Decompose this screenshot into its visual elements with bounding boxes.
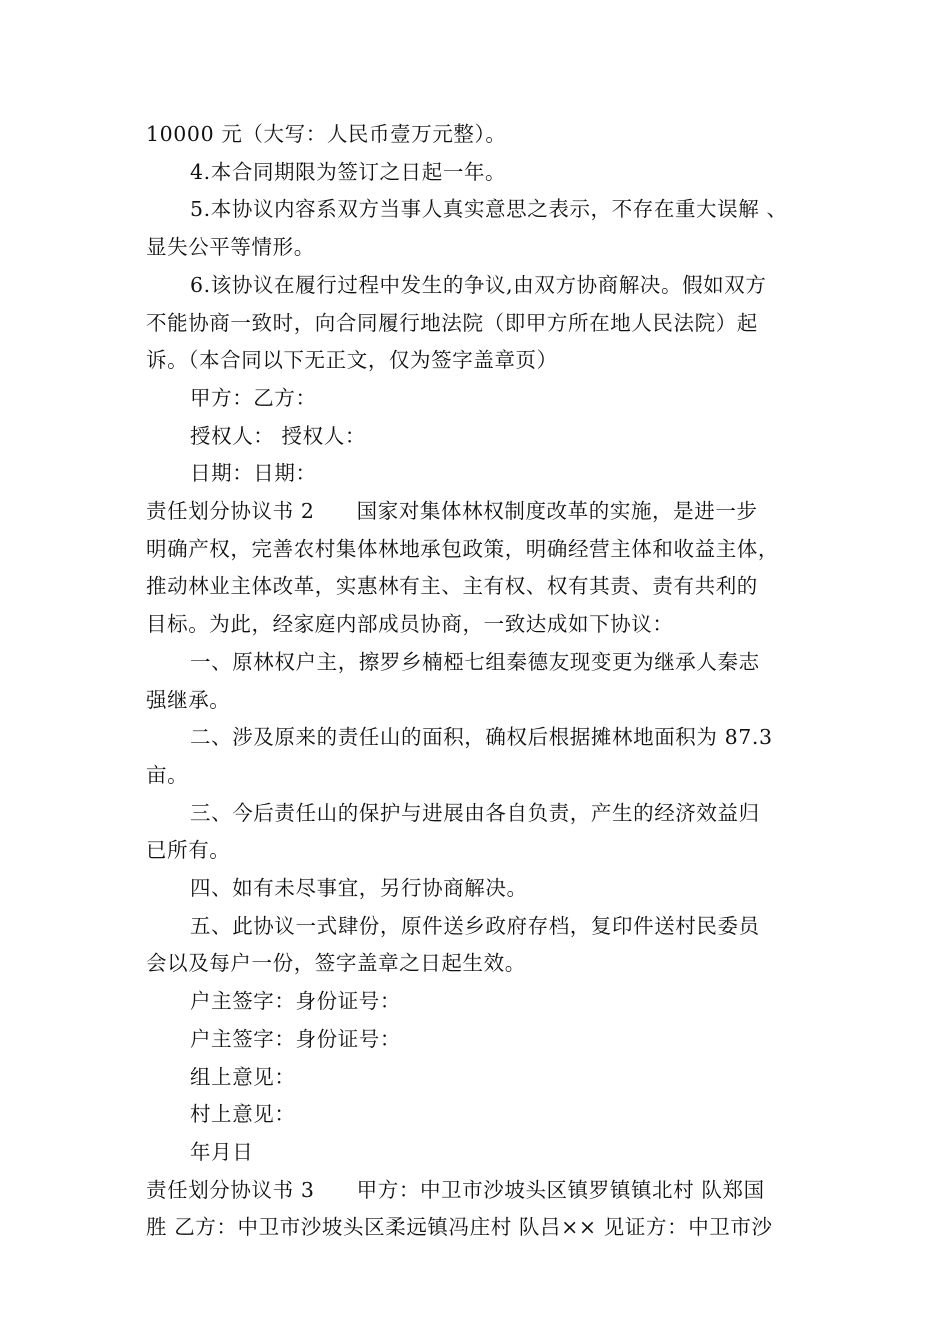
signature-line-authorized: 授权人： 授权人： [190, 423, 366, 448]
signature-line-date: 日期：日期： [190, 461, 317, 486]
text-line: 不能协商一致时，向合同履行地法院（即甲方所在地人民法院）起 [146, 310, 758, 335]
signature-line-owner: 户主签字：身份证号： [190, 989, 401, 1014]
text-line: 推动林业主体改革，实惠林有主、主有权、权有其责、责有共利的 [146, 574, 758, 599]
date-line: 年月日 [190, 1139, 254, 1164]
text-line: 4.本合同期限为签订之日起一年。 [190, 159, 507, 184]
group-opinion-line: 组上意见： [190, 1064, 296, 1089]
text-line: 诉。（本合同以下无正文，仅为签字盖章页） [146, 348, 558, 373]
text-line: 明确产权，完善农村集体林地承包政策，明确经营主体和收益主体， [146, 536, 779, 561]
agreement-2-heading-line: 责任划分协议书 2 国家对集体林权制度改革的实施，是进一步 [146, 499, 758, 524]
clause-line: 三、今后责任山的保护与进展由各自负责，产生的经济效益归 [190, 800, 760, 825]
text-line: 显失公平等情形。 [146, 235, 315, 260]
text-line: 目标。为此，经家庭内部成员协商，一致达成如下协议： [146, 612, 674, 637]
text-line: 亩。 [146, 762, 189, 787]
signature-line-owner: 户主签字：身份证号： [190, 1026, 401, 1051]
agreement-3-heading-line: 责任划分协议书 3 甲方：中卫市沙坡头区镇罗镇镇北村 队郑国 [146, 1177, 765, 1202]
clause-line: 五、此协议一式肆份，原件送乡政府存档，复印件送村民委员 [190, 913, 760, 938]
text-line: 强继承。 [146, 687, 231, 712]
text-line: 胜 乙方：中卫市沙坡头区柔远镇冯庄村 队吕×× 见证方：中卫市沙 [146, 1215, 773, 1240]
text-line: 已所有。 [146, 838, 231, 863]
document-body [146, 116, 816, 1247]
signature-line-parties: 甲方：乙方： [190, 385, 317, 410]
text-line: 会以及每户一份，签字盖章之日起生效。 [146, 951, 526, 976]
text-line: 10000 元（大写：人民币壹万元整）。 [146, 122, 507, 146]
village-opinion-line: 村上意见： [190, 1102, 296, 1127]
text-line: 6.该协议在履行过程中发生的争议,由双方协商解决。假如双方 [190, 272, 767, 297]
clause-line: 二、涉及原来的责任山的面积，确权后根据摊林地面积为 87.3 [190, 725, 773, 750]
clause-line: 一、原林权户主，擦罗乡楠椏七组秦德友现变更为继承人秦志 [190, 649, 760, 674]
clause-line: 四、如有未尽事宜，另行协商解决。 [190, 876, 528, 901]
text-line: 5.本协议内容系双方当事人真实意思之表示，不存在重大误解 、 [190, 197, 788, 222]
